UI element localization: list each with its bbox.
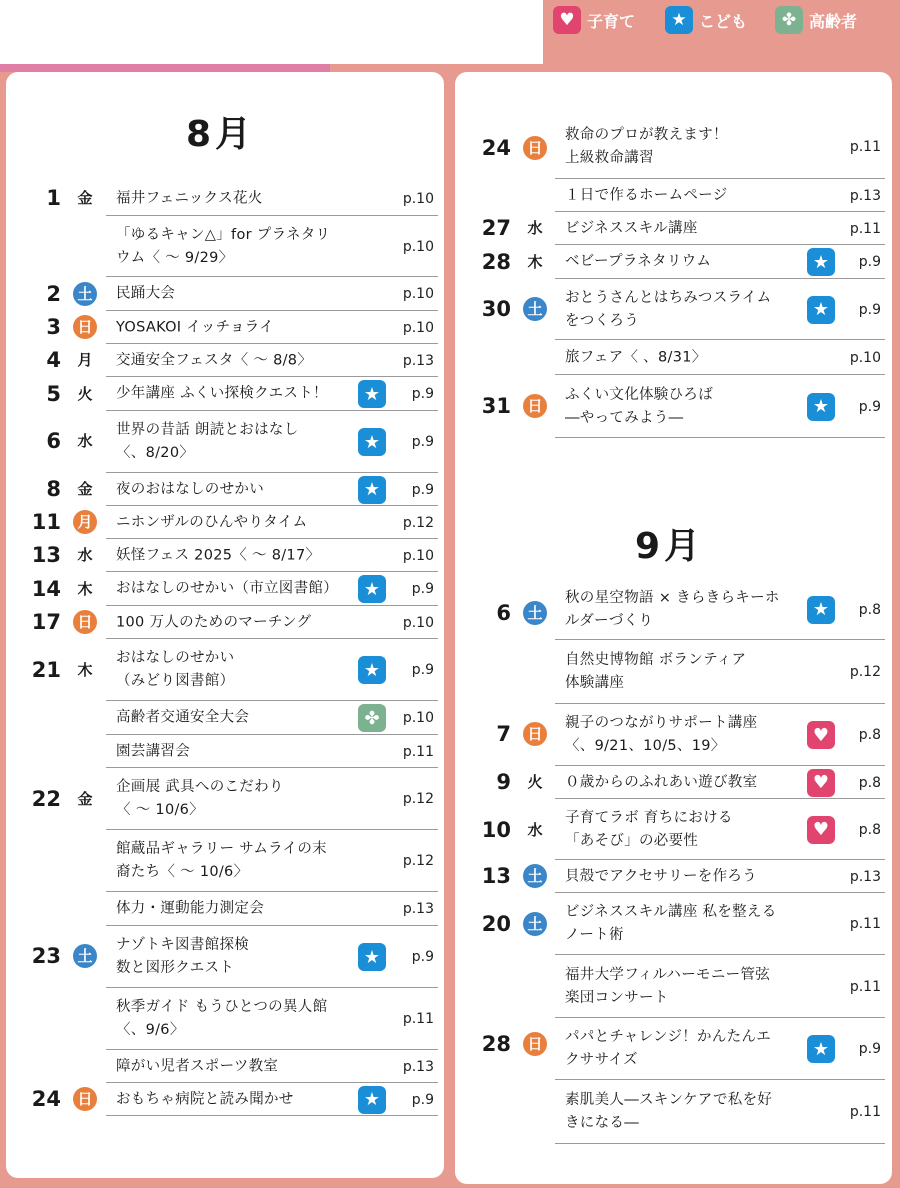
weekday-label: 火: [77, 385, 93, 403]
event-title: [116, 1088, 294, 1111]
event-row[interactable]: [555, 579, 885, 640]
legend-label: 子育て: [587, 11, 636, 31]
star-icon: ★: [807, 596, 835, 624]
day-number: 8: [46, 477, 61, 501]
event-title: [565, 807, 733, 853]
day-number: 10: [481, 818, 511, 842]
star-icon: ★: [358, 575, 386, 603]
event-row[interactable]: [555, 766, 885, 799]
page-ref: p.9: [858, 1041, 881, 1057]
day-number: 9: [496, 770, 511, 794]
event-row[interactable]: [106, 988, 438, 1050]
event-title-line: １日で作るホームページ: [565, 187, 728, 203]
event-title: [565, 1026, 771, 1072]
event-title: [116, 611, 311, 634]
day-number: 24: [481, 136, 511, 160]
event-title-line: ルダーづくり: [565, 612, 654, 629]
event-row[interactable]: [106, 926, 438, 988]
weekday-label: 土: [523, 297, 547, 321]
weekday-label: 月: [77, 351, 93, 369]
page-ref: p.9: [858, 301, 881, 318]
page-ref: p.10: [402, 614, 434, 631]
legend-seniors: [775, 6, 857, 34]
star-icon: ★: [358, 656, 386, 684]
page-ref: p.9: [411, 1091, 434, 1108]
weekday-label: 土: [73, 282, 97, 306]
event-row[interactable]: [106, 539, 438, 572]
august-september-panel: [455, 72, 892, 1184]
event-row[interactable]: [106, 1050, 438, 1083]
page-ref: p.8: [858, 774, 881, 791]
day-number: 4: [46, 348, 61, 372]
event-title-line: 救命のプロが教えます！: [565, 127, 728, 143]
event-title: [565, 287, 771, 333]
event-title-line: をつくろう: [565, 312, 639, 329]
page-ref: p.11: [849, 139, 881, 155]
event-row[interactable]: [106, 311, 438, 344]
heart-icon: ♥: [807, 816, 835, 844]
weekday-label: 日: [523, 722, 547, 746]
event-title-line: 秋の星空物語 × きらきらキーホ: [565, 589, 780, 606]
weekday-label: 木: [77, 661, 93, 679]
event-row[interactable]: [106, 639, 438, 701]
event-title: [116, 996, 327, 1042]
event-title-line: 高齢者交通安全大会: [116, 709, 250, 726]
day-number: 7: [496, 722, 511, 746]
event-row[interactable]: [106, 277, 438, 311]
page-ref: p.10: [402, 238, 434, 255]
event-title-line: 〈、9/6〉: [116, 1022, 185, 1038]
page-ref: p.12: [402, 514, 434, 531]
weekday-label: 日: [73, 315, 97, 339]
page-ref: p.8: [858, 601, 881, 618]
weekday-label: 水: [527, 821, 543, 839]
event-row[interactable]: [106, 344, 438, 377]
weekday-label: 金: [77, 790, 93, 808]
month-title: 9月: [635, 526, 705, 567]
weekday-label: 木: [77, 580, 93, 598]
event-title-line: おはなしのせかい: [116, 650, 235, 666]
day-number: 1: [46, 186, 61, 210]
day-number: 28: [481, 1032, 511, 1056]
event-title: [116, 776, 284, 822]
event-row[interactable]: [555, 955, 885, 1018]
weekday-label: 土: [523, 864, 547, 888]
event-title-line: ビジネススキル講座: [565, 220, 698, 236]
page-ref: p.9: [411, 386, 434, 402]
event-title: [565, 865, 757, 888]
page-ref: p.12: [849, 664, 881, 680]
weekday-label: 火: [527, 773, 543, 791]
event-title-line: 福井大学フィルハーモニー管弦: [565, 966, 771, 983]
event-row[interactable]: [555, 245, 885, 279]
day-number: 27: [481, 216, 511, 240]
page-ref: p.10: [402, 547, 434, 564]
page-ref: p.11: [849, 1104, 881, 1120]
event-title-line: おはなしのせかい（市立図書館）: [116, 580, 338, 597]
page-ref: p.10: [402, 319, 434, 336]
event-title: [565, 184, 728, 207]
event-row[interactable]: [106, 606, 438, 639]
event-row[interactable]: [106, 892, 438, 926]
heart-icon: ♥: [807, 721, 835, 749]
event-title: [565, 1089, 772, 1135]
day-number: 17: [31, 610, 61, 634]
event-title-line: 園芸講習会: [116, 743, 190, 759]
event-row[interactable]: [555, 1018, 885, 1080]
heart-icon: ♥: [807, 769, 835, 797]
event-title-line: 楽団コンサート: [565, 989, 669, 1006]
event-title: [116, 224, 330, 270]
weekday-label: 水: [527, 219, 543, 237]
event-title: [565, 901, 777, 947]
event-title: [565, 712, 757, 758]
event-row[interactable]: [555, 212, 885, 245]
event-row[interactable]: [555, 340, 885, 375]
event-row[interactable]: [555, 375, 885, 438]
weekday-label: 土: [523, 912, 547, 936]
event-title-line: ０歳からのふれあい遊び教室: [565, 774, 758, 790]
event-title-line: 体力・運動能力測定会: [116, 900, 264, 917]
day-number: 20: [481, 912, 511, 936]
event-title-line: ナゾトキ図書館探検: [116, 937, 250, 953]
page-ref: p.8: [858, 821, 881, 838]
event-title-line: 福井フェニックス花火: [116, 190, 263, 206]
weekday-label: 月: [73, 510, 97, 534]
clover-icon: ✤: [358, 704, 386, 732]
event-row[interactable]: [106, 216, 438, 277]
day-number: 13: [31, 543, 61, 567]
day-number: 13: [481, 864, 511, 888]
event-title-line: 障がい児者スポーツ教室: [116, 1058, 279, 1074]
event-title-line: 子育てラボ 育ちにおける: [565, 809, 733, 826]
event-title: [116, 578, 338, 601]
event-title: [116, 283, 175, 306]
event-row[interactable]: [106, 701, 438, 735]
event-row[interactable]: [555, 640, 885, 704]
event-title-line: ベビープラネタリウム: [565, 253, 712, 270]
page-ref: p.9: [411, 434, 434, 450]
event-title-line: ―やってみよう―: [565, 409, 684, 426]
event-title-line: 〈 ～ 10/6〉: [116, 802, 204, 818]
page-ref: p.13: [402, 1058, 434, 1075]
event-title-line: 企画展 武具へのこだわり: [116, 779, 284, 795]
star-icon: ★: [358, 380, 386, 408]
event-title-line: ウム〈 ～ 9/29〉: [116, 249, 234, 266]
event-title: [565, 649, 746, 695]
star-icon: ★: [665, 6, 693, 34]
page-ref: p.9: [858, 254, 881, 270]
event-title-line: おもちゃ病院と読み聞かせ: [116, 1091, 294, 1107]
event-title-line: きになる―: [565, 1115, 639, 1131]
event-row[interactable]: [106, 506, 438, 539]
weekday-label: 日: [73, 610, 97, 634]
event-title-line: 館蔵品ギャラリー サムライの末: [116, 841, 327, 857]
page-ref: p.9: [411, 662, 434, 678]
day-number: 14: [31, 577, 61, 601]
event-title: [565, 124, 728, 170]
day-number: 28: [481, 250, 511, 274]
event-row[interactable]: [555, 279, 885, 340]
event-title-line: クササイズ: [565, 1052, 638, 1068]
day-number: 21: [31, 658, 61, 682]
star-icon: ★: [358, 1086, 386, 1114]
event-title: [116, 544, 320, 567]
page-ref: p.12: [402, 853, 434, 869]
event-row[interactable]: [106, 181, 438, 216]
star-icon: ★: [358, 428, 386, 456]
page-ref: p.11: [402, 1011, 434, 1027]
event-title: [116, 934, 249, 980]
august-panel: [6, 72, 444, 1178]
page-ref: p.11: [849, 916, 881, 932]
event-row[interactable]: [555, 893, 885, 955]
weekday-label: 日: [523, 136, 547, 160]
day-number: 6: [496, 601, 511, 625]
event-title: [116, 1055, 278, 1078]
event-title-line: 体験講座: [565, 675, 625, 691]
day-number: 24: [31, 1087, 61, 1111]
weekday-label: 水: [77, 432, 93, 450]
legend-label: 高齢者: [809, 11, 858, 31]
event-title: [116, 478, 264, 501]
event-title: [116, 647, 234, 693]
event-row[interactable]: [106, 377, 438, 411]
day-number: 22: [31, 787, 61, 811]
page-ref: p.12: [402, 791, 434, 807]
page-ref: p.11: [402, 743, 434, 760]
event-title-line: 上級救命講習: [565, 150, 654, 166]
day-number: 2: [46, 282, 61, 306]
event-title-line: （みどり図書館）: [116, 673, 235, 689]
page-ref: p.10: [402, 286, 434, 302]
legend-childcare: [553, 6, 635, 34]
event-title-line: 貝殻でアクセサリーを作ろう: [565, 868, 757, 884]
legend-kids: [665, 6, 747, 34]
event-row[interactable]: [106, 572, 438, 606]
star-icon: ★: [807, 393, 835, 421]
event-title-line: 「あそび」の必要性: [565, 832, 699, 849]
event-title: [116, 740, 190, 763]
page-ref: p.8: [858, 727, 881, 743]
event-title-line: 裔たち〈 ～ 10/6〉: [116, 864, 249, 880]
event-title-line: ビジネススキル講座 私を整える: [565, 904, 777, 920]
event-title-line: 数と図形クエスト: [116, 960, 235, 976]
day-number: 30: [481, 297, 511, 321]
event-title: [116, 383, 328, 406]
event-title: [116, 511, 307, 534]
event-title-line: ノート術: [565, 927, 624, 943]
weekday-label: 土: [73, 944, 97, 968]
event-title-line: 秋季ガイド もうひとつの異人館: [116, 999, 328, 1015]
day-number: 31: [481, 394, 511, 418]
event-title: [565, 964, 770, 1010]
header-white-area: [0, 0, 543, 64]
event-row[interactable]: [555, 704, 885, 766]
event-title: [116, 349, 312, 372]
event-row[interactable]: [106, 768, 438, 830]
event-title-line: 〈、8/20〉: [116, 445, 195, 461]
event-row[interactable]: [555, 799, 885, 860]
page-ref: p.11: [849, 220, 881, 237]
weekday-label: 日: [523, 394, 547, 418]
pink-accent-strip: [0, 64, 330, 72]
event-title-line: おとうさんとはちみつスライム: [565, 289, 772, 306]
star-icon: ★: [807, 1035, 835, 1063]
page-ref: p.9: [858, 398, 881, 415]
weekday-label: 土: [523, 601, 547, 625]
page-ref: p.9: [411, 949, 434, 965]
page-ref: p.13: [849, 868, 881, 885]
event-title-line: 旅フェア〈 、8/31〉: [565, 349, 707, 365]
page-ref: p.10: [849, 349, 881, 366]
event-title: [116, 898, 264, 921]
event-title-line: ニホンザルのひんやりタイム: [116, 514, 308, 530]
day-number: 3: [46, 315, 61, 339]
event-title-line: 交通安全フェスタ〈 ～ 8/8〉: [116, 352, 313, 368]
star-icon: ★: [807, 248, 835, 276]
event-title-line: 民踊大会: [116, 285, 176, 302]
page-ref: p.13: [402, 352, 434, 369]
page-ref: p.9: [411, 481, 434, 498]
event-title: [565, 346, 707, 369]
heart-icon: ♥: [553, 6, 581, 34]
page-ref: p.10: [402, 710, 434, 726]
event-row[interactable]: [555, 115, 885, 179]
event-title-line: 世界の昔話 朗読とおはなし: [116, 422, 299, 438]
event-title: [565, 384, 713, 430]
event-title-line: YOSAKOI イッチョライ: [116, 319, 274, 335]
legend-label: こども: [699, 11, 748, 31]
event-title-line: パパとチャレンジ！かんたんエ: [565, 1029, 772, 1045]
event-title: [565, 771, 757, 794]
event-title-line: 素肌美人―スキンケアで私を好: [565, 1092, 773, 1108]
weekday-label: 水: [77, 546, 93, 564]
weekday-label: 金: [77, 189, 93, 207]
event-title: [116, 707, 249, 730]
event-title: [116, 316, 274, 339]
event-title-line: 夜のおはなしのせかい: [116, 481, 264, 497]
event-row[interactable]: [555, 1080, 885, 1144]
weekday-label: 木: [527, 253, 543, 271]
page-ref: p.9: [411, 581, 434, 597]
day-number: 23: [31, 944, 61, 968]
page-ref: p.11: [849, 978, 881, 995]
event-title-line: 親子のつながりサポート講座: [565, 715, 758, 731]
event-title: [565, 587, 780, 633]
event-row[interactable]: [106, 830, 438, 892]
event-row[interactable]: [106, 1083, 438, 1116]
event-title-line: 少年講座 ふくい探検クエスト！: [116, 385, 328, 402]
weekday-label: 日: [523, 1032, 547, 1056]
event-row[interactable]: [106, 411, 438, 473]
weekday-label: 日: [73, 1087, 97, 1111]
star-icon: ★: [807, 296, 835, 324]
event-row[interactable]: [555, 860, 885, 893]
clover-icon: ✤: [775, 6, 803, 34]
event-title-line: 〈、9/21、10/5、19〉: [565, 738, 726, 754]
event-title-line: ふくい文化体験ひろば: [565, 386, 713, 403]
day-number: 11: [31, 510, 61, 534]
event-row[interactable]: [555, 179, 885, 212]
day-number: 5: [46, 382, 61, 406]
star-icon: ★: [358, 943, 386, 971]
event-title: [565, 217, 698, 240]
event-title: [565, 251, 711, 274]
event-row[interactable]: [106, 735, 438, 768]
star-icon: ★: [358, 476, 386, 504]
event-title-line: 100 万人のためのマーチング: [116, 614, 312, 630]
day-number: 6: [46, 429, 61, 453]
event-title: [116, 838, 327, 884]
page-ref: p.13: [402, 901, 434, 917]
event-title-line: 妖怪フェス 2025〈 ～ 8/17〉: [116, 547, 321, 563]
page-ref: p.13: [849, 187, 881, 204]
event-row[interactable]: [106, 473, 438, 506]
weekday-label: 金: [77, 480, 93, 498]
event-title: [116, 419, 299, 465]
month-title: 8月: [186, 114, 256, 155]
event-title-line: 「ゆるキャン△」for プラネタリ: [116, 226, 331, 243]
event-title-line: 自然史博物館 ボランティア: [565, 652, 747, 668]
page-ref: p.10: [402, 190, 434, 207]
event-title: [116, 187, 263, 210]
